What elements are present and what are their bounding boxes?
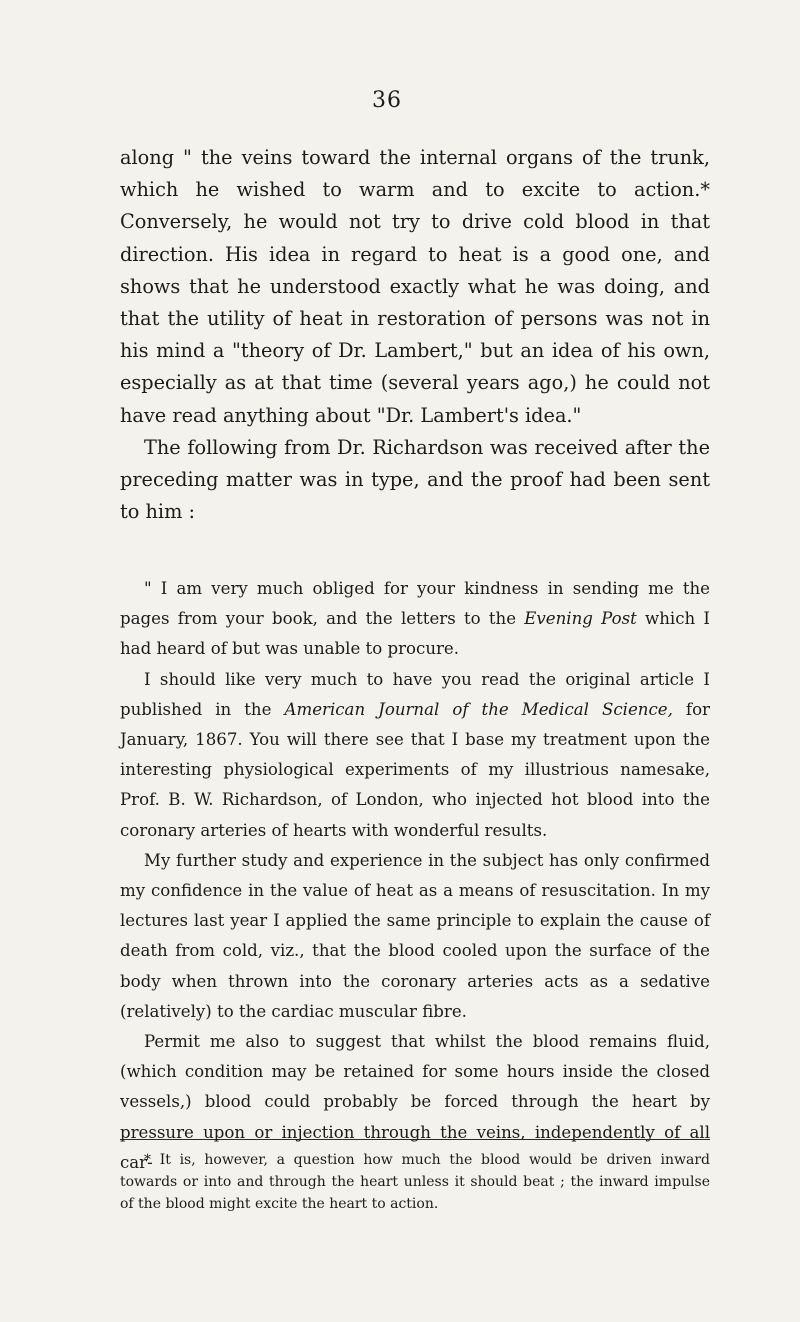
letter-text: which I had heard of but was unable to procure. bbox=[120, 609, 710, 659]
publication-title: Evening Post bbox=[524, 609, 637, 629]
paragraph: The following from Dr. Richardson was received after the preceding matter was in type, and the proof had been sent to him : bbox=[120, 435, 710, 524]
letter-paragraph bbox=[120, 665, 710, 846]
letter-paragraph: My further study and experience in the subject has only confirmed my confidence in the value of heat as a means of resuscitation. In my lectures last year I applied the same principle to explain the cause of death from cold, viz., that the blood cooled upon the surface of the body when thrown into the coronary arteries acts as a sedative (relatively) to the cardiac muscular fibre. bbox=[120, 850, 710, 1021]
footnote bbox=[120, 1149, 710, 1215]
letter-paragraph bbox=[120, 574, 710, 665]
letter-text: for January, 1867. You will there see that I base my treatment upon the interesting physiological experiments of my illustrious namesake, Prof. B. W. Richardson, of London, who injected hot blood into the coronary arteries of hearts with wonderful results. bbox=[120, 699, 710, 840]
footnote-text: * It is, however, a question how much the blood would be driven inward towards or into and through the heart unless it should beat ; the inward impulse of the blood might excite the heart to action. bbox=[120, 1152, 710, 1212]
page-number: 36 bbox=[372, 88, 402, 113]
main-text bbox=[120, 142, 710, 528]
journal-title: American Journal of the Medical Science, bbox=[284, 699, 673, 719]
letter-paragraph: Permit me also to suggest that whilst the blood remains fluid, (which condition may be retained for some hours inside the closed vessels,) blood could probably be forced through the heart by pressure upon or injection through the veins, independently of all car- bbox=[120, 1032, 710, 1172]
paragraph: along " the veins toward the internal organs of the trunk, which he wished to warm and to excite to action.* Conversely, he would not try to drive cold blood in that direction. His idea in regard to heat is a good one, and shows that he understood exactly what he was doing, and that the utility of heat in restoration of persons was not in his mind a "theory of Dr. Lambert," but an idea of his own, especially as at that time (several years ago,) he could not have read anything about "Dr. Lambert's idea." bbox=[120, 146, 710, 427]
letter-text: " I am very much obliged for your kindness in sending me the pages from your book, and the letters to the bbox=[120, 579, 710, 629]
quoted-letter bbox=[120, 574, 710, 1178]
letter-text: I should like very much to have you read the original article I published in the bbox=[120, 669, 710, 719]
footnote-divider bbox=[120, 1139, 710, 1140]
